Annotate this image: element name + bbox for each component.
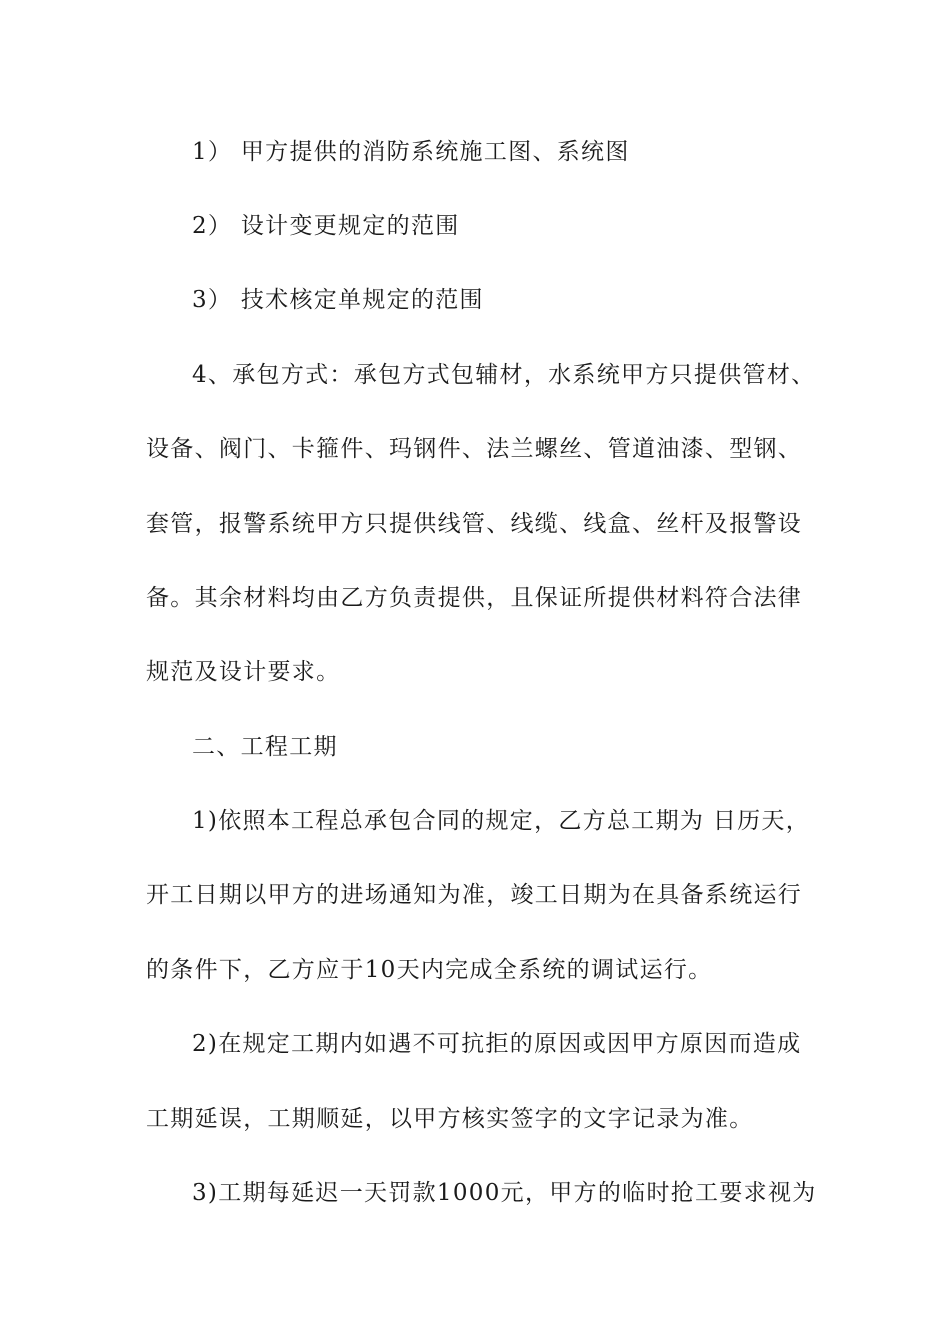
list-item-3: 3） 技术核定单规定的范围 [192,287,484,313]
list-item-1: 1） 甲方提供的消防系统施工图、系统图 [192,139,630,165]
paragraph-contract-method-line-1: 4、承包方式：承包方式包辅材，水系统甲方只提供管材、 [192,362,816,388]
paragraph-contract-method-line-3: 套管，报警系统甲方只提供线管、线缆、线盒、丝杆及报警设 [146,511,803,537]
paragraph-schedule-2-line-2: 工期延误，工期顺延，以甲方核实签字的文字记录为准。 [146,1106,754,1132]
paragraph-schedule-1-line-1: 1)依照本工程总承包合同的规定，乙方总工期为 日历天， [192,808,811,834]
paragraph-schedule-3-line-1: 3)工期每延迟一天罚款1000元，甲方的临时抢工要求视为 [192,1180,817,1206]
paragraph-schedule-2-line-1: 2)在规定工期内如遇不可抗拒的原因或因甲方原因而造成 [192,1031,802,1057]
paragraph-schedule-1-line-3: 的条件下，乙方应于10天内完成全系统的调试运行。 [146,957,713,983]
paragraph-contract-method-line-2: 设备、阀门、卡箍件、玛钢件、法兰螺丝、管道油漆、型钢、 [146,436,803,462]
paragraph-contract-method-line-4: 备。其余材料均由乙方负责提供，且保证所提供材料符合法律 [146,585,803,611]
list-item-2: 2） 设计变更规定的范围 [192,213,460,239]
paragraph-schedule-1-line-2: 开工日期以甲方的进场通知为准，竣工日期为在具备系统运行 [146,882,803,908]
paragraph-contract-method-line-5: 规范及设计要求。 [146,659,341,685]
section-heading-schedule: 二、工程工期 [192,734,338,760]
